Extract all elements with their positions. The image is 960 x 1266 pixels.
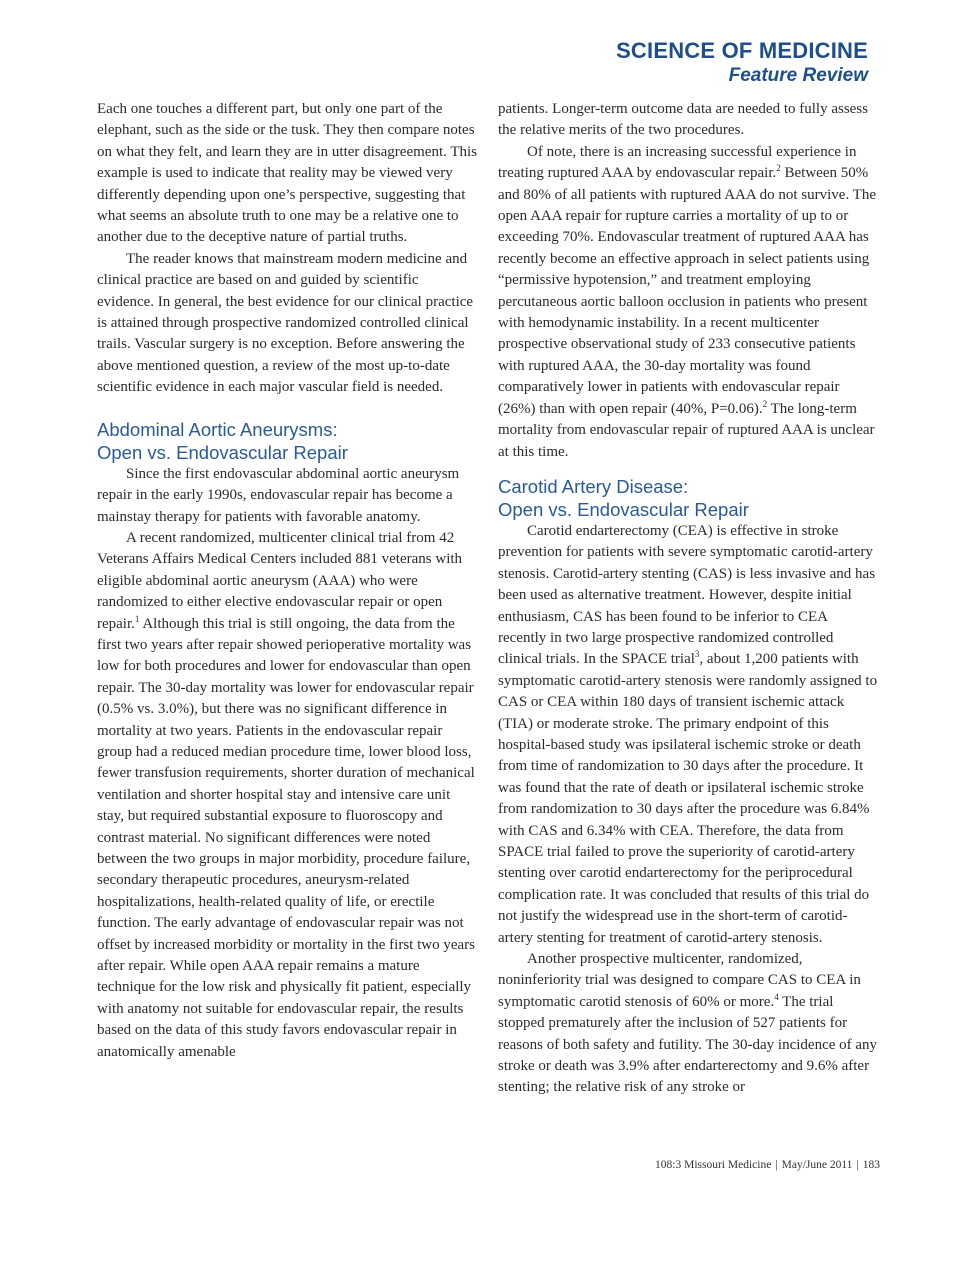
reference-4: 4 — [774, 991, 779, 1002]
page-footer — [655, 1159, 880, 1171]
subsection-title: Feature Review — [728, 65, 868, 86]
space-text-a: Carotid endarterectomy (CEA) is effective in stroke prevention for patients with severe symptomatic carotid-artery stenosis. Carotid-artery stenting (CAS) is less invasive and has been used as alternative treatment. However, despite initial enthusiasm, CAS has been found to be inferior to CEA recently in two large prospective randomized controlled clinical trials. In the SPACE trial — [498, 522, 876, 668]
paragraph-evidence: The reader knows that mainstream modern medicine and clinical practice are based on and guided by scientific evidence. In general, the best evidence for our clinical practice is attained through prospective randomized controlled clinical trails. Vascular surgery is no exception. Before answering the above mentioned question, a review of the most up-to-date scientific evidence in each major vascular field is needed. — [97, 250, 474, 396]
paragraph-elephant: Each one touches a different part, but only one part of the elephant, such as the side or the tusk. They then compare notes on what they felt, and learn they are in utter disagreement. This example is used to indicate that reality may be viewed very differently depending upon one’s perspective, suggesting that what seems an absolute truth to one may be a relative one to another due to the deceptive nature of partial truths. — [97, 101, 478, 246]
heading-aaa-line1: Abdominal Aortic Aneurysms: — [97, 418, 338, 440]
reference-3: 3 — [694, 649, 700, 660]
heading-aaa — [97, 418, 477, 464]
footer-date: May/June 2011 — [781, 1159, 853, 1171]
paragraph-aaa-intro: Since the first endovascular abdominal aortic aneurysm repair in the early 1990s, endovascular repair has become a mainstay therapy for patients with favorable anatomy. — [97, 465, 460, 525]
section-title: SCIENCE OF MEDICINE — [616, 38, 868, 63]
left-column — [97, 99, 477, 1063]
footer-issue: 108:3 Missouri Medicine — [655, 1159, 772, 1171]
noninferiority-text-a: Another prospective multicenter, randomized, noninferiority trial was designed to compare CAS to CEA in symptomatic carotid stenosis of 60% or more. — [498, 951, 861, 1010]
heading-carotid — [498, 475, 878, 521]
heading-carotid-line2: Open vs. Endovascular Repair — [498, 498, 749, 520]
reference-2a: 2 — [776, 163, 781, 174]
right-column — [498, 99, 878, 1099]
ruptured-text-a: Of note, there is an increasing successful experience in treating ruptured AAA by endovascular repair. — [498, 143, 857, 182]
ruptured-text-c: The long-term mortality from endovascular repair of ruptured AAA is unclear at this time. — [498, 400, 875, 460]
footer-divider: | — [856, 1159, 859, 1171]
reference-2b: 2 — [762, 398, 768, 409]
paragraph-ruptured-aaa — [498, 142, 878, 463]
noninferiority-text-b: The trial stopped prematurely after the inclusion of 527 patients for reasons of both safety and futility. The 30-day incidence of any stroke or death was 3.9% after endarterectomy and 9.6% after stenting; the relative risk of any stroke or — [498, 993, 878, 1096]
space-text-b: , about 1,200 patients with symptomatic carotid-artery stenosis were randomly assigned to CAS or CEA within 180 days of transient ischemic attack (TIA) or moderate stroke. The primary endpoint of this hospital-based study was ipsilateral ischemic stroke or death from time of randomization to 30 days after the procedure. It was found that the rate of death or ipsilateral ischemic stroke from randomization to 30 days after the procedure was 6.84% with CAS and 6.34% with CEA. Therefore, the data from SPACE trial failed to prove the superiority of carotid-artery stenting over carotid endarterectomy for the periprocedural complication rate. It was concluded that results of this trial do not justify the widespread use in the short-term of carotid-artery stenting for treatment of carotid-artery stenosis. — [498, 651, 878, 946]
heading-aaa-line2: Open vs. Endovascular Repair — [97, 441, 348, 463]
reference-1: 1 — [134, 613, 140, 624]
paragraph-noninferiority-trial — [498, 949, 878, 1099]
paragraph-continued: patients. Longer-term outcome data are needed to fully assess the relative merits of the two procedures. — [498, 101, 868, 139]
va-trial-text-a: A recent randomized, multicenter clinical trial from 42 Veterans Affairs Medical Centers included 881 veterans with eligible abdominal aortic aneurysm (AAA) who were randomized to either elective endovascular repair or open repair. — [97, 529, 463, 632]
paragraph-va-trial — [97, 528, 477, 1063]
heading-carotid-line1: Carotid Artery Disease: — [498, 475, 689, 497]
footer-divider: | — [775, 1159, 778, 1171]
ruptured-text-b: Between 50% and 80% of all patients with ruptured AAA do not survive. The open AAA repair for rupture carries a mortality of up to or exceeding 70%. Endovascular treatment of ruptured AAA has recently become an effective approach in select patients using “permissive hypotension,” and treatment employing percutaneous aortic balloon occlusion in patients who present with hemodynamic instability. In a recent multicenter prospective observational study of 233 consecutive patients with ruptured AAA, the 30-day mortality was found comparatively lower in patients with endovascular repair (26%) than with open repair (40%, P=0.06). — [498, 165, 876, 417]
paragraph-space-trial — [498, 521, 878, 949]
page-number: 183 — [862, 1159, 880, 1171]
va-trial-text-b: Although this trial is still ongoing, the data from the first two years after repair showed perioperative mortality was low for both procedures and lower for endovascular than open repair. The 30-day mortality was lower for endovascular repair (0.5% vs. 3.0%), but there was no significant difference in mortality at two years. Patients in the endovascular repair group had a reduced median procedure time, lower blood loss, fewer transfusion requirements, shorter duration of mechanical ventilation and shorter hospital stay and intensive care unit stay, but required substantial exposure to fluoroscopy and contrast material. No significant differences were noted between the two groups in major morbidity, procedure failure, secondary therapeutic procedures, aneurysm-related hospitalizations, health-related quality of life, or erectile function. The early advantage of endovascular repair was not offset by increased morbidity or mortality in the first two years after repair. While open AAA repair remains a mature technique for the low risk and physically fit patient, especially with anatomy not suitable for endovascular repair, the results based on the data of this study favors endovascular repair in anatomically amenable — [97, 615, 475, 1060]
page-header — [616, 38, 868, 88]
